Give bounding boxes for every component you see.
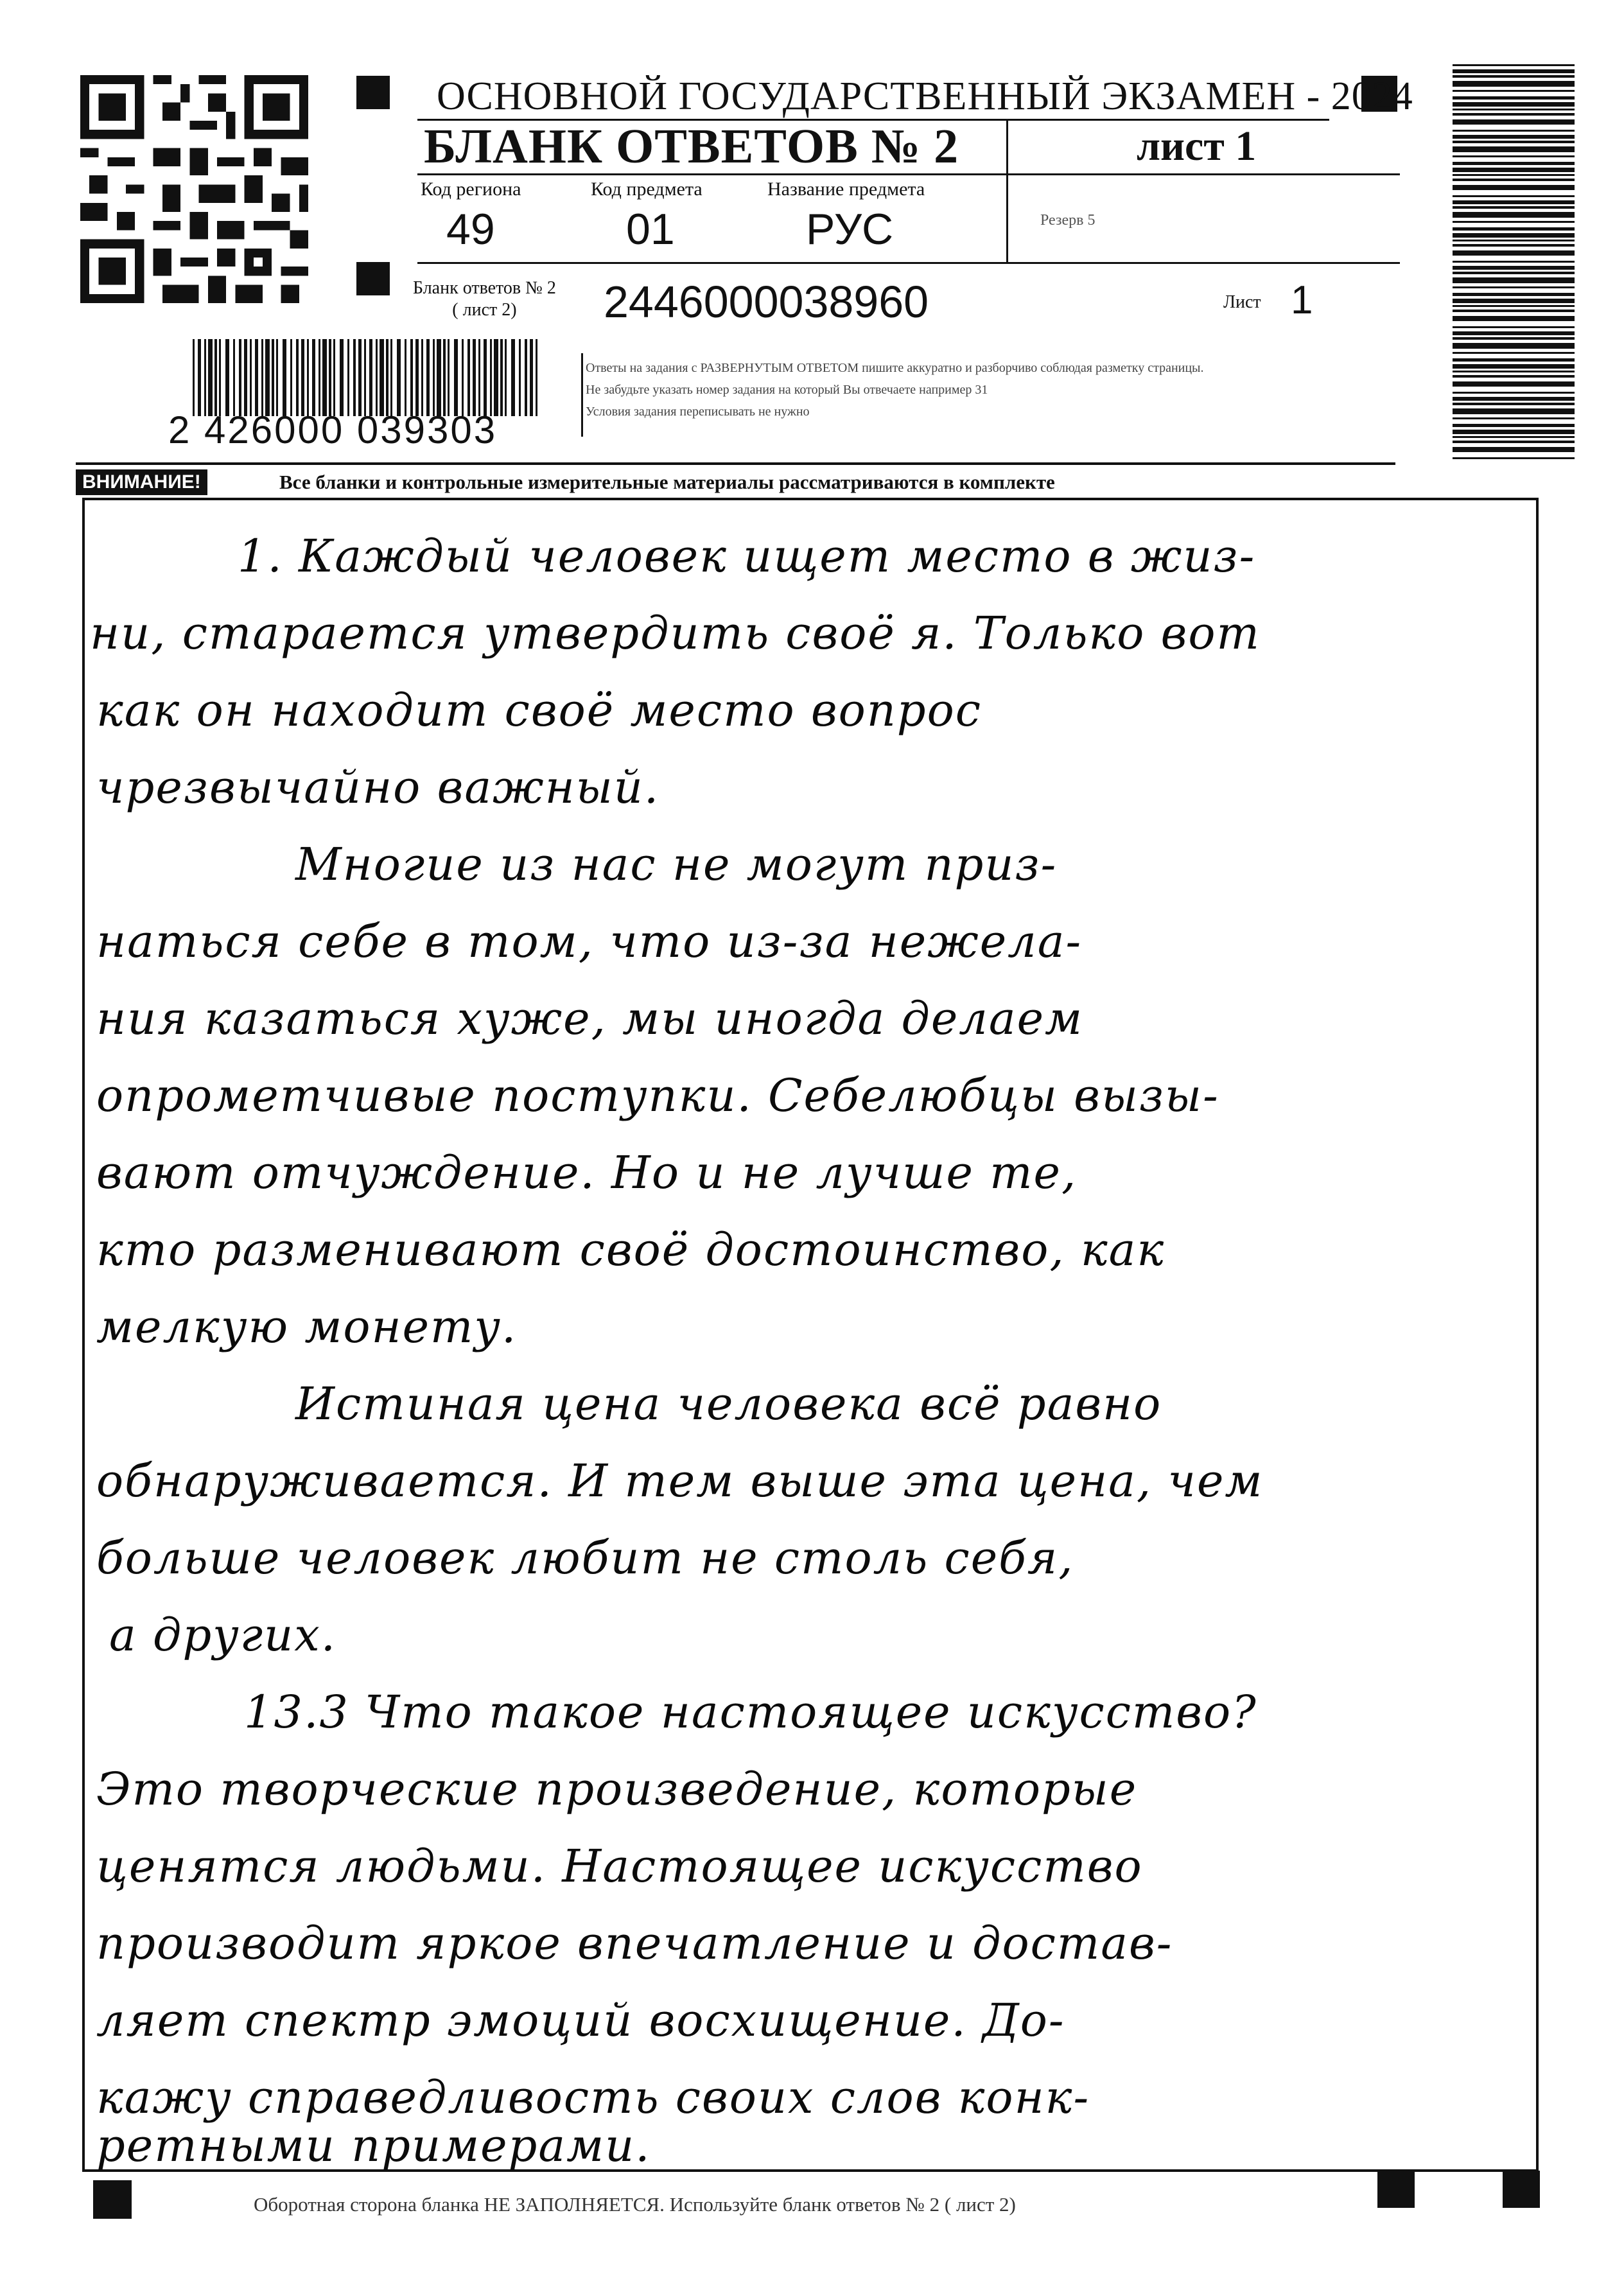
warning-text: Все бланки и контрольные измерительные материалы рассматриваются в комплекте: [279, 471, 1055, 493]
answer-line: ния казаться хуже, мы иногда делаем: [96, 992, 1084, 1045]
answer-line: Это творческие произведение, которые: [96, 1763, 1138, 1815]
answer-line: обнаруживается. И тем выше эта цена, чем: [96, 1455, 1264, 1507]
subject-name-label: Название предмета: [767, 179, 925, 200]
instruction-line: Условия задания переписывать не нужно: [586, 405, 810, 419]
divider: [581, 353, 583, 437]
barcode-digits: 2 426000 039303: [168, 408, 498, 451]
form-id-label-line1: Бланк ответов № 2: [413, 278, 556, 298]
answer-line: производит яркое впечатление и достав-: [96, 1917, 1173, 1970]
divider: [417, 173, 1400, 175]
divider: [1006, 121, 1008, 263]
answer-line: мелкую монету.: [96, 1300, 518, 1353]
divider: [76, 462, 1395, 465]
answer-line: кто разменивают своё достоинство, как: [96, 1223, 1166, 1276]
answer-line: опрометчивые поступки. Себелюбцы вызы-: [96, 1069, 1219, 1122]
form-title: БЛАНК ОТВЕТОВ № 2: [424, 119, 959, 173]
answer-line: 13.3 Что такое настоящее искусство?: [244, 1686, 1257, 1738]
instructions: [586, 357, 1401, 423]
region-value: 49: [446, 205, 495, 254]
alignment-marker-bottom-right-1: [1377, 2171, 1415, 2208]
sheet-value: 1: [1291, 278, 1313, 322]
instruction-line: Не забудьте указать номер задания на который Вы отвечаете например 31: [586, 383, 988, 397]
instruction-line: Ответы на задания с РАЗВЕРНУТЫМ ОТВЕТОМ пишите аккуратно и разборчиво соблюдая разметку страницы.: [586, 361, 1204, 375]
sheet-label: Лист: [1223, 292, 1261, 312]
answer-line: как он находит своё место вопрос: [96, 684, 982, 737]
answer-line: ляет спектр эмоций восхищение. До-: [96, 1994, 1065, 2047]
barcode-icon: [193, 339, 539, 416]
answer-line: больше человек любит не столь себя,: [96, 1532, 1074, 1584]
qr-code-icon: [80, 75, 308, 303]
alignment-marker-top-left: [356, 76, 390, 109]
sheet-title: лист 1: [1137, 123, 1257, 170]
answer-line: чрезвычайно важный.: [96, 761, 660, 814]
subject-code-label: Код предмета: [591, 179, 703, 200]
alignment-marker-mid-left: [356, 262, 390, 295]
form-id-label-line2: ( лист 2): [452, 300, 517, 320]
answer-line: 1. Каждый человек ищет место в жиз-: [238, 530, 1256, 582]
warning-badge: ВНИМАНИЕ!: [76, 469, 207, 495]
answer-line: Многие из нас не могут приз-: [295, 838, 1058, 891]
form-id-label: [413, 277, 556, 321]
answer-line: Истиная цена человека всё равно: [295, 1378, 1162, 1430]
answer-line: ценятся людьми. Настоящее искусство: [96, 1840, 1143, 1893]
divider: [417, 262, 1400, 264]
region-label: Код региона: [421, 179, 521, 200]
footer-note: Оборотная сторона бланка НЕ ЗАПОЛНЯЕТСЯ. Используйте бланк ответов № 2 ( лист 2): [254, 2193, 1016, 2216]
answer-line: кажу справедливость своих слов конк-: [96, 2071, 1090, 2124]
alignment-marker-bottom-left: [93, 2180, 132, 2219]
subject-code-value: 01: [626, 205, 675, 254]
exam-title: ОСНОВНОЙ ГОСУДАРСТВЕННЫЙ ЭКЗАМЕН - 2024: [437, 74, 1413, 118]
answer-line: ретными примерами.: [96, 2119, 651, 2172]
answer-line: вают отчуждение. Но и не лучше те,: [96, 1146, 1078, 1199]
alignment-marker-bottom-right-2: [1503, 2171, 1540, 2208]
subject-name-value: РУС: [806, 205, 894, 254]
answer-line: ни, старается утвердить своё я. Только вот: [90, 607, 1261, 660]
barcode-vertical-icon: [1453, 64, 1575, 459]
answer-line: наться себе в том, что из-за нежела-: [96, 915, 1083, 968]
answer-line: а других.: [109, 1609, 336, 1661]
form-id-value: 2446000038960: [604, 277, 929, 327]
reserve-label: Резерв 5: [1040, 212, 1096, 229]
